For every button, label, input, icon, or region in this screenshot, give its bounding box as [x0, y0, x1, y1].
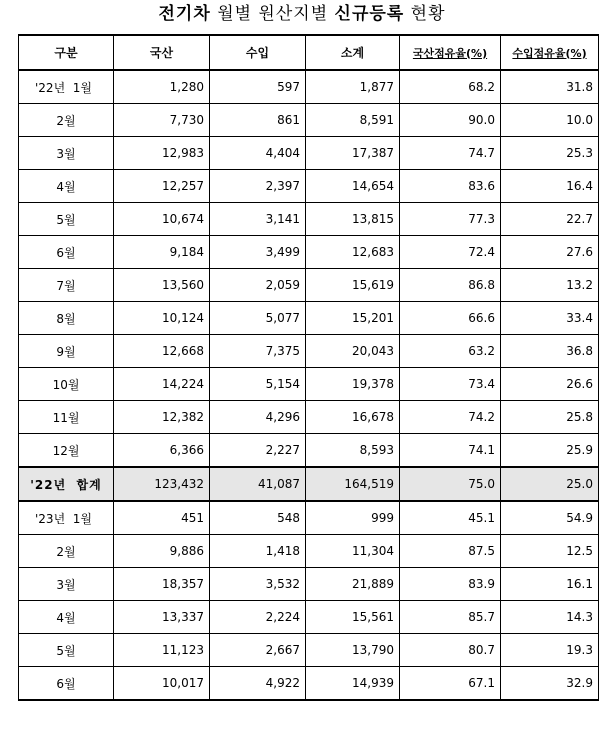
import-cell: 2,227 — [210, 434, 306, 468]
table-row — [19, 568, 599, 601]
subtotal-cell: 14,654 — [306, 170, 400, 203]
subtotal-cell: 17,387 — [306, 137, 400, 170]
subtotal-cell: 8,593 — [306, 434, 400, 468]
import-share-cell: 10.0 — [501, 104, 599, 137]
header-import: 수입 — [210, 35, 306, 70]
table-row — [19, 535, 599, 568]
import-cell: 861 — [210, 104, 306, 137]
import-share-cell: 16.4 — [501, 170, 599, 203]
row-label: 8월 — [19, 302, 114, 335]
import-cell: 2,059 — [210, 269, 306, 302]
header-row — [19, 35, 599, 70]
domestic-share-cell: 74.2 — [400, 401, 501, 434]
subtotal-cell: 8,591 — [306, 104, 400, 137]
import-share-cell: 14.3 — [501, 601, 599, 634]
table-row — [19, 601, 599, 634]
row-label: 4월 — [19, 601, 114, 634]
import-cell: 4,296 — [210, 401, 306, 434]
import-share-cell: 27.6 — [501, 236, 599, 269]
domestic-share-cell: 66.6 — [400, 302, 501, 335]
import-share-cell: 25.9 — [501, 434, 599, 468]
domestic-cell: 11,123 — [114, 634, 210, 667]
domestic-cell: 13,560 — [114, 269, 210, 302]
import-share-cell: 25.3 — [501, 137, 599, 170]
row-label: 12월 — [19, 434, 114, 468]
domestic-share-cell: 83.6 — [400, 170, 501, 203]
table-row — [19, 667, 599, 701]
domestic-cell: 12,983 — [114, 137, 210, 170]
header-import-share: 수입점유율(%) — [501, 35, 599, 70]
import-cell: 548 — [210, 501, 306, 535]
row-label: 3월 — [19, 137, 114, 170]
import-cell: 4,922 — [210, 667, 306, 701]
domestic-cell: 9,184 — [114, 236, 210, 269]
row-label: 5월 — [19, 634, 114, 667]
row-label: 4월 — [19, 170, 114, 203]
table-row — [19, 236, 599, 269]
subtotal-cell: 15,201 — [306, 302, 400, 335]
import-share-cell: 19.3 — [501, 634, 599, 667]
header-domestic: 국산 — [114, 35, 210, 70]
row-label: 6월 — [19, 667, 114, 701]
row-label: '22년 합계 — [19, 467, 114, 501]
title-part-2: 월별 원산지별 — [217, 4, 329, 24]
domestic-cell: 10,124 — [114, 302, 210, 335]
domestic-cell: 7,730 — [114, 104, 210, 137]
import-cell: 4,404 — [210, 137, 306, 170]
title-part-4: 현황 — [410, 4, 446, 24]
domestic-share-cell: 74.7 — [400, 137, 501, 170]
row-label: 2월 — [19, 535, 114, 568]
domestic-share-cell: 80.7 — [400, 634, 501, 667]
domestic-cell: 12,257 — [114, 170, 210, 203]
domestic-share-cell: 85.7 — [400, 601, 501, 634]
registration-table — [18, 34, 599, 701]
domestic-cell: 10,017 — [114, 667, 210, 701]
import-share-cell: 12.5 — [501, 535, 599, 568]
domestic-share-cell: 68.2 — [400, 70, 501, 104]
row-label: 10월 — [19, 368, 114, 401]
domestic-cell: 12,382 — [114, 401, 210, 434]
domestic-cell: 12,668 — [114, 335, 210, 368]
table-row — [19, 634, 599, 667]
domestic-share-cell: 90.0 — [400, 104, 501, 137]
subtotal-cell: 1,877 — [306, 70, 400, 104]
domestic-share-cell: 77.3 — [400, 203, 501, 236]
domestic-share-cell: 72.4 — [400, 236, 501, 269]
subtotal-cell: 999 — [306, 501, 400, 535]
domestic-cell: 9,886 — [114, 535, 210, 568]
import-share-cell: 54.9 — [501, 501, 599, 535]
table-row — [19, 434, 599, 468]
row-label: 2월 — [19, 104, 114, 137]
subtotal-cell: 15,619 — [306, 269, 400, 302]
domestic-share-cell: 67.1 — [400, 667, 501, 701]
import-share-cell: 26.6 — [501, 368, 599, 401]
domestic-share-cell: 63.2 — [400, 335, 501, 368]
domestic-cell: 1,280 — [114, 70, 210, 104]
import-share-cell: 36.8 — [501, 335, 599, 368]
import-share-cell: 33.4 — [501, 302, 599, 335]
header-domestic-share: 국산점유율(%) — [400, 35, 501, 70]
domestic-cell: 18,357 — [114, 568, 210, 601]
import-share-cell: 22.7 — [501, 203, 599, 236]
subtotal-cell: 164,519 — [306, 467, 400, 501]
import-cell: 1,418 — [210, 535, 306, 568]
row-label: '22년 1월 — [19, 70, 114, 104]
domestic-cell: 6,366 — [114, 434, 210, 468]
import-cell: 7,375 — [210, 335, 306, 368]
import-cell: 3,532 — [210, 568, 306, 601]
import-share-cell: 32.9 — [501, 667, 599, 701]
table-row — [19, 203, 599, 236]
import-share-cell: 13.2 — [501, 269, 599, 302]
domestic-share-cell: 45.1 — [400, 501, 501, 535]
import-cell: 41,087 — [210, 467, 306, 501]
domestic-share-cell: 75.0 — [400, 467, 501, 501]
import-cell: 3,141 — [210, 203, 306, 236]
domestic-cell: 10,674 — [114, 203, 210, 236]
subtotal-cell: 20,043 — [306, 335, 400, 368]
document-title — [0, 0, 604, 34]
table-row — [19, 302, 599, 335]
import-cell: 2,397 — [210, 170, 306, 203]
subtotal-cell: 12,683 — [306, 236, 400, 269]
row-label: 11월 — [19, 401, 114, 434]
domestic-share-cell: 86.8 — [400, 269, 501, 302]
row-label: 5월 — [19, 203, 114, 236]
import-cell: 5,077 — [210, 302, 306, 335]
row-label: 3월 — [19, 568, 114, 601]
subtotal-cell: 11,304 — [306, 535, 400, 568]
import-share-cell: 25.0 — [501, 467, 599, 501]
subtotal-cell: 13,815 — [306, 203, 400, 236]
import-share-cell: 25.8 — [501, 401, 599, 434]
row-label: 6월 — [19, 236, 114, 269]
header-category: 구분 — [19, 35, 114, 70]
subtotal-cell: 21,889 — [306, 568, 400, 601]
subtotal-cell: 15,561 — [306, 601, 400, 634]
import-cell: 3,499 — [210, 236, 306, 269]
table-row — [19, 104, 599, 137]
subtotal-cell: 13,790 — [306, 634, 400, 667]
import-cell: 2,224 — [210, 601, 306, 634]
import-cell: 2,667 — [210, 634, 306, 667]
domestic-cell: 13,337 — [114, 601, 210, 634]
domestic-cell: 14,224 — [114, 368, 210, 401]
domestic-share-cell: 87.5 — [400, 535, 501, 568]
table-row — [19, 269, 599, 302]
title-part-1: 전기차 — [158, 4, 211, 24]
title-part-3: 신규등록 — [334, 4, 405, 24]
table-row — [19, 170, 599, 203]
domestic-share-cell: 73.4 — [400, 368, 501, 401]
row-label: 7월 — [19, 269, 114, 302]
table-row — [19, 335, 599, 368]
table-row — [19, 70, 599, 104]
header-subtotal: 소계 — [306, 35, 400, 70]
import-cell: 5,154 — [210, 368, 306, 401]
import-share-cell: 31.8 — [501, 70, 599, 104]
import-share-cell: 16.1 — [501, 568, 599, 601]
import-cell: 597 — [210, 70, 306, 104]
table-row — [19, 401, 599, 434]
subtotal-cell: 14,939 — [306, 667, 400, 701]
subtotal-cell: 16,678 — [306, 401, 400, 434]
table-row — [19, 137, 599, 170]
table-row — [19, 368, 599, 401]
domestic-share-cell: 74.1 — [400, 434, 501, 468]
row-label: '23년 1월 — [19, 501, 114, 535]
domestic-share-cell: 83.9 — [400, 568, 501, 601]
subtotal-cell: 19,378 — [306, 368, 400, 401]
domestic-cell: 123,432 — [114, 467, 210, 501]
table-row — [19, 501, 599, 535]
row-label: 9월 — [19, 335, 114, 368]
domestic-cell: 451 — [114, 501, 210, 535]
total-row — [19, 467, 599, 501]
